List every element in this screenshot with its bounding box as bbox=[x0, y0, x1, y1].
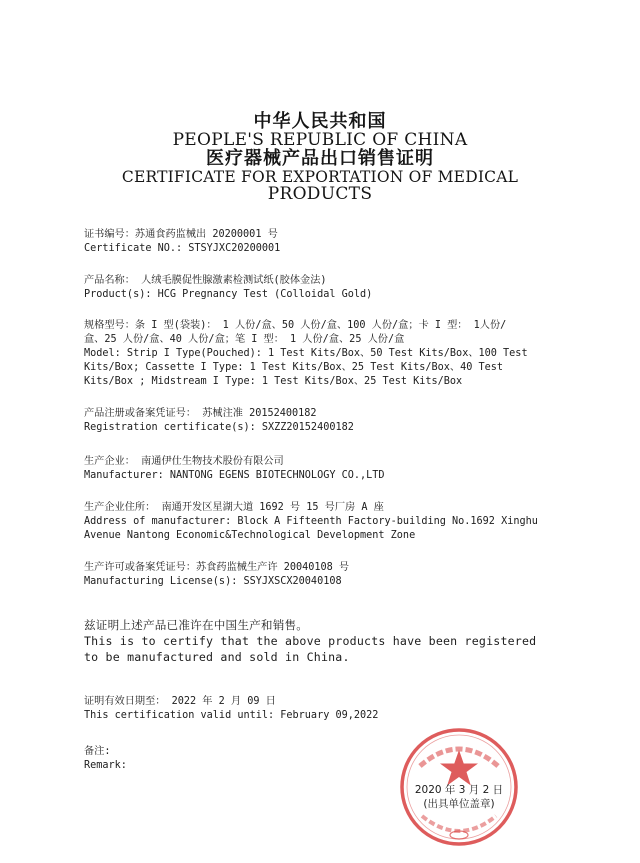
manufacturer-en: Manufacturer: NANTONG EGENS BIOTECHNOLOGY CO.,LTD bbox=[84, 470, 385, 481]
license-section bbox=[84, 561, 574, 589]
address-cn: 生产企业住所： 南通开发区星湖大道 1692 号 15 号厂房 A 座 bbox=[84, 502, 384, 513]
license-en: Manufacturing License(s): SSYJXSCX20040108 bbox=[84, 576, 342, 587]
model-en-line1: Model: Strip I Type(Pouched): 1 Test Kits/Box、50 Test Kits/Box、100 Test bbox=[84, 348, 528, 359]
validity-section bbox=[84, 695, 574, 723]
country-title-en: PEOPLE'S REPUBLIC OF CHINA bbox=[172, 130, 468, 150]
certificate-title-en-line1: CERTIFICATE FOR EXPORTATION OF MEDICAL bbox=[121, 168, 519, 186]
product-section bbox=[84, 274, 574, 302]
certificate-header bbox=[0, 112, 640, 203]
product-name-cn: 产品名称： 人绒毛膜促性腺激素检测试纸(胶体金法) bbox=[84, 275, 327, 286]
address-en-line1: Address of manufacturer: Block A Fifteenth Factory-building No.1692 Xinghu bbox=[84, 516, 538, 527]
remark-en: Remark: bbox=[84, 760, 127, 771]
remark-cn: 备注: bbox=[84, 746, 111, 757]
statement-en-line1: This is to certify that the above products have been registered bbox=[84, 634, 537, 648]
certificate-number-en: Certificate NO.: STSYJXC20200001 bbox=[84, 243, 281, 254]
product-name-en: Product(s): HCG Pregnancy Test (Colloidal Gold) bbox=[84, 289, 373, 300]
validity-en: This certification valid until: February 09,2022 bbox=[84, 710, 379, 721]
statement-en-line2: to be manufactured and sold in China. bbox=[84, 650, 350, 664]
certificate-title-cn: 医疗器械产品出口销售证明 bbox=[206, 148, 434, 169]
license-cn: 生产许可或备案凭证号：苏食药监械生产许 20040108 号 bbox=[84, 562, 350, 573]
official-seal bbox=[398, 726, 520, 848]
model-cn-line1: 规格型号：条 I 型(袋装)： 1 人份/盒、50 人份/盒、100 人份/盒；卡 I 型： 1人份/ bbox=[84, 320, 507, 331]
statement-cn: 兹证明上述产品已准许在中国生产和销售。 bbox=[84, 618, 309, 632]
certificate-number-section bbox=[84, 228, 574, 256]
seal-unit-label: (出具单位盖章) bbox=[423, 798, 495, 810]
certificate-title-en-line2: PRODUCTS bbox=[267, 184, 373, 204]
model-en-line3: Kits/Box ; Midstream I Type: 1 Test Kits/Box、25 Test Kits/Box bbox=[84, 376, 463, 387]
statement-section bbox=[84, 617, 574, 665]
country-title-cn: 中华人民共和国 bbox=[253, 111, 387, 132]
model-section bbox=[84, 319, 574, 389]
certificate-number-cn: 证书编号：苏通食药监械出 20200001 号 bbox=[84, 229, 278, 240]
registration-cn: 产品注册或备案凭证号： 苏械注准 20152400182 bbox=[84, 408, 317, 419]
address-en-line2: Avenue Nantong Economic&Technological Development Zone bbox=[84, 530, 416, 541]
registration-section bbox=[84, 407, 574, 435]
validity-cn: 证明有效日期至： 2022 年 2 月 09 日 bbox=[84, 696, 276, 707]
model-cn-line2: 盒、25 人份/盒、40 人份/盒；笔 I 型： 1 人份/盒、25 人份/盒 bbox=[84, 334, 405, 345]
seal-date: 2020 年 3 月 2 日 bbox=[414, 784, 504, 796]
address-section bbox=[84, 501, 574, 543]
manufacturer-section bbox=[84, 455, 574, 483]
manufacturer-cn: 生产企业： 南通伊仕生物技术股份有限公司 bbox=[84, 456, 284, 467]
registration-en: Registration certificate(s): SXZZ20152400182 bbox=[84, 422, 354, 433]
model-en-line2: Kits/Box; Cassette I Type: 1 Test Kits/Box、25 Test Kits/Box、40 Test bbox=[84, 362, 504, 373]
